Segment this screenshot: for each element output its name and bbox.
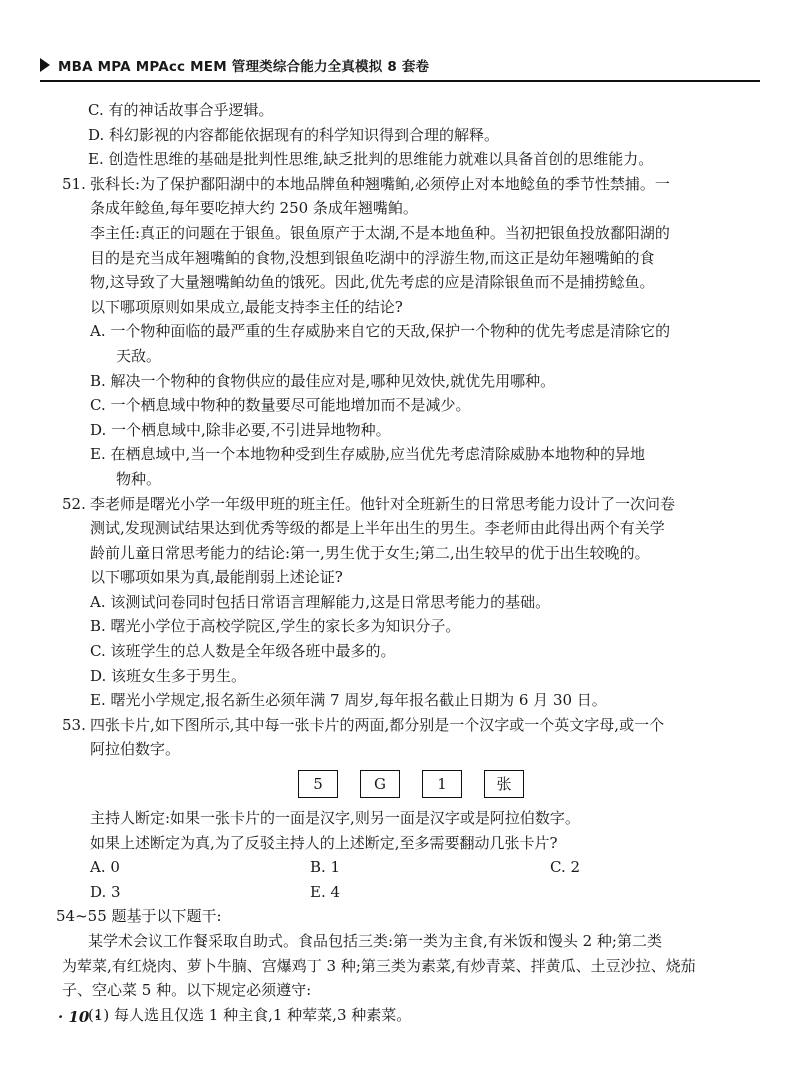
q52-stem-line: 测试,发现测试结果达到优秀等级的都是上半年出生的男生。李老师由此得出两个有关学 [90, 519, 665, 538]
q54-55-para-line: 为荤菜,有红烧肉、萝卜牛腩、宫爆鸡丁 3 种;第三类为素菜,有炒青菜、拌黄瓜、土豆沙拉、烧茄 [62, 956, 696, 975]
q53-option-e: E. 4 [310, 882, 341, 901]
q52-stem-line: 龄前儿童日常思考能力的结论:第一,男生优于女生;第二,出生较早的优于出生较晚的。 [90, 543, 650, 562]
q53-option-b: B. 1 [310, 858, 341, 877]
q51-stem-line: 条成年鲶鱼,每年要吃掉大约 250 条成年翘嘴鲌。 [90, 199, 418, 218]
q52-option-c: C. 该班学生的总人数是全年级各班中最多的。 [90, 642, 396, 661]
q51-option-e: E. 在栖息域中,当一个本地物种受到生存威胁,应当优先考虑清除威胁本地物种的异地 [90, 445, 646, 464]
q53-option-c: C. 2 [550, 858, 581, 877]
question-52 [62, 492, 732, 713]
q51-option-b: B. 解决一个物种的食物供应的最佳应对是,哪种见效快,就优先用哪种。 [90, 371, 556, 390]
q51-stem-line: 物,这导致了大量翘嘴鲌幼鱼的饿死。因此,优先考虑的应是清除银鱼而不是捕捞鲶鱼。 [90, 273, 655, 292]
question-51 [62, 172, 732, 492]
q51-stem-line: 张科长:为了保护鄱阳湖中的本地品牌鱼种翘嘴鲌,必须停止对本地鲶鱼的季节性禁捕。一 [90, 174, 670, 193]
prev-option-d: D. 科幻影视的内容都能依据现有的科学知识得到合理的解释。 [88, 125, 500, 144]
triangle-icon [40, 58, 50, 72]
header-rule [40, 80, 760, 82]
q53-stem-line: 阿拉伯数字。 [90, 740, 181, 759]
question-number: 51. [62, 174, 86, 193]
question-number: 53. [62, 715, 86, 734]
q51-option-a-cont: 天敌。 [116, 346, 162, 365]
card: 5 [298, 770, 338, 798]
q51-option-c: C. 一个栖息域中物种的数量要尽可能地增加而不是减少。 [90, 396, 471, 415]
q53-question-prompt: 如果上述断定为真,为了反驳主持人的上述断定,至多需要翻动几张卡片? [90, 833, 558, 852]
q54-55-rule-1: (1) 每人选且仅选 1 种主食,1 种荤菜,3 种素菜。 [88, 1005, 412, 1024]
q51-stem-line: 目的是充当成年翘嘴鲌的食物,没想到银鱼吃湖中的浮游生物,而这正是幼年翘嘴鲌的食 [90, 248, 655, 267]
q53-options [90, 855, 732, 904]
q52-stem-line: 李老师是曙光小学一年级甲班的班主任。他针对全班新生的日常思考能力设计了一次问卷 [90, 494, 676, 513]
q52-option-b: B. 曙光小学位于高校学院区,学生的家长多为知识分子。 [90, 617, 461, 636]
q51-question-prompt: 以下哪项原则如果成立,最能支持李主任的结论? [90, 297, 403, 316]
q54-55-para-line: 子、空心菜 5 种。以下规定必须遵守: [62, 981, 312, 1000]
q53-option-d: D. 3 [90, 882, 121, 901]
q53-statement: 主持人断定:如果一张卡片的一面是汉字,则另一面是汉字或是阿拉伯数字。 [90, 809, 580, 828]
page-content [56, 98, 732, 1027]
q52-question-prompt: 以下哪项如果为真,最能削弱上述论证? [90, 568, 343, 587]
q51-option-d: D. 一个栖息域中,除非必要,不引进异地物种。 [90, 420, 391, 439]
prev-option-c: C. 有的神话故事合乎逻辑。 [88, 101, 274, 119]
question-number: 52. [62, 494, 86, 513]
q54-55-intro: 54~55 题基于以下题干: [56, 907, 222, 926]
question-53 [62, 713, 732, 905]
header-title: MBA MPA MPAcc MEM 管理类综合能力全真模拟 8 套卷 [58, 59, 430, 75]
q52-option-e: E. 曙光小学规定,报名新生必须年满 7 周岁,每年报名截止日期为 6 月 30 日。 [90, 691, 607, 710]
q52-option-d: D. 该班女生多于男生。 [90, 666, 247, 685]
q51-option-e-cont: 物种。 [116, 469, 162, 488]
card-figure [90, 770, 732, 798]
card: 张 [484, 770, 524, 798]
q51-option-a: A. 一个物种面临的最严重的生存威胁来自它的天敌,保护一个物种的优先考虑是清除它的 [90, 322, 671, 341]
q53-stem-line: 四张卡片,如下图所示,其中每一张卡片的两面,都分别是一个汉字或一个英文字母,或一个 [90, 715, 665, 734]
card: 1 [422, 770, 462, 798]
prev-option-e: E. 创造性思维的基础是批判性思维,缺乏批判的思维能力就难以具备首创的思维能力。 [88, 150, 654, 169]
q54-55-para-line: 某学术会议工作餐采取自助式。食品包括三类:第一类为主食,有米饭和馒头 2 种;第二类 [88, 932, 662, 950]
q52-option-a: A. 该测试问卷同时包括日常语言理解能力,这是日常思考能力的基础。 [90, 592, 551, 611]
q51-stem-line: 李主任:真正的问题在于银鱼。银鱼原产于太湖,不是本地鱼种。当初把银鱼投放鄱阳湖的 [90, 223, 670, 242]
q53-option-a: A. 0 [90, 858, 120, 877]
card: G [360, 770, 400, 798]
running-header [40, 52, 760, 78]
page-number: · 10 · [58, 1008, 100, 1026]
